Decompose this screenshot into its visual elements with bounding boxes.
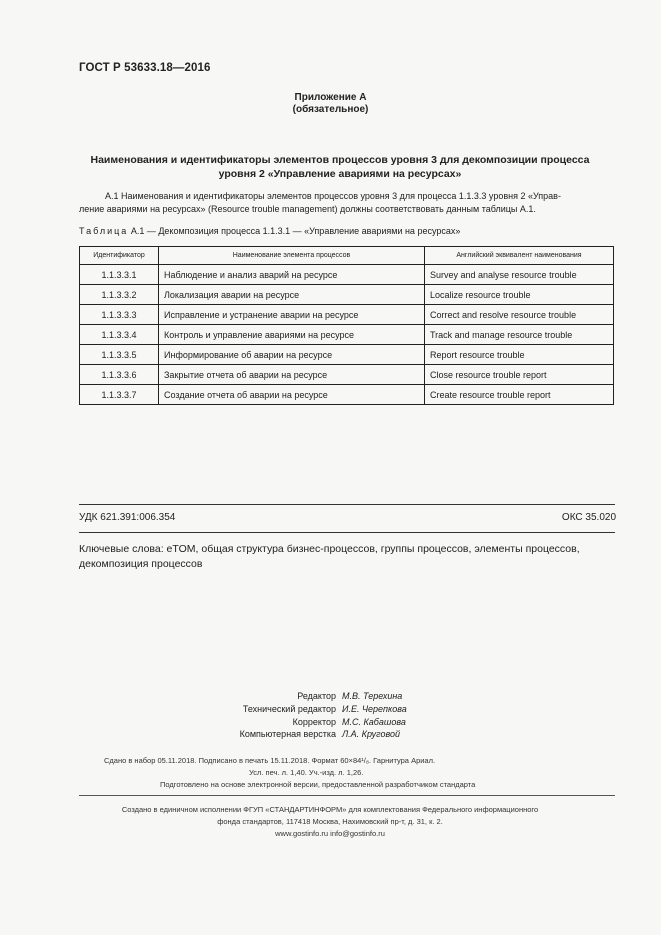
table-row [80, 365, 614, 385]
keywords-divider [79, 532, 615, 533]
credit-name: И.Е. Черепкова [342, 703, 407, 714]
header-identifier: Идентификатор [80, 247, 159, 265]
imprint-print-info: Сдано в набор 05.11.2018. Подписано в печать 15.11.2018. Формат 60×84¹/₈. Гарнитура Ариал. [104, 756, 436, 765]
keywords [79, 542, 614, 572]
row-english-name: Close resource trouble report [425, 365, 614, 385]
credit-layout [200, 728, 480, 741]
publisher-line2: фонда стандартов, 117418 Москва, Нахимовский пр-т, д. 31, к. 2. [217, 817, 443, 826]
intro-paragraph [79, 190, 612, 216]
intro-paragraph-line2: ление авариями на ресурсах» (Resource trouble management) должны соответствовать данным таблицы А.1. [79, 204, 536, 214]
decomposition-table [79, 246, 614, 405]
header-english-equivalent: Английский эквивалент наименования [425, 247, 614, 265]
table-caption-text: А.1 — Декомпозиция процесса 1.1.3.1 — «Управление авариями на ресурсах» [130, 226, 461, 236]
credit-tech-editor [200, 703, 480, 716]
row-element-name: Информирование об аварии на ресурсе [159, 345, 425, 365]
credit-editor [200, 690, 480, 703]
intro-paragraph-line1: А.1 Наименования и идентификаторы элементов процессов уровня 3 для процесса 1.1.3.3 уровня 2 «Управ- [105, 191, 561, 201]
row-english-name: Create resource trouble report [425, 385, 614, 405]
row-element-name: Локализация аварии на ресурсе [159, 285, 425, 305]
footer-divider [79, 504, 615, 505]
row-identifier: 1.1.3.3.2 [80, 285, 159, 305]
imprint-source-note: Подготовлено на основе электронной версии, предоставленной разработчиком стандарта [160, 780, 476, 789]
publisher-line1: Создано в единичном исполнении ФГУП «СТАНДАРТИНФОРМ» для комплектования Федерального информационного [121, 805, 539, 814]
oks-code: ОКС 35.020 [561, 512, 616, 523]
credit-role: Технический редактор [242, 703, 336, 714]
row-identifier: 1.1.3.3.6 [80, 365, 159, 385]
keywords-line2: декомпозиция процессов [79, 558, 203, 570]
row-element-name: Наблюдение и анализ аварий на ресурсе [159, 265, 425, 285]
credit-name: М.В. Терехина [342, 691, 403, 701]
table-row [80, 345, 614, 365]
table-header-row [80, 247, 614, 265]
udk-code: УДК 621.391:006.354 [79, 512, 176, 523]
table-row [80, 305, 614, 325]
row-element-name: Контроль и управление авариями на ресурсе [159, 325, 425, 345]
row-element-name: Создание отчета об аварии на ресурсе [159, 385, 425, 405]
table-row [80, 265, 614, 285]
table-row [80, 385, 614, 405]
row-element-name: Закрытие отчета об аварии на ресурсе [159, 365, 425, 385]
credit-name: Л.А. Круговой [342, 729, 401, 740]
header-element-name: Наименование элемента процессов [159, 247, 425, 265]
appendix-status: (обязательное) [292, 104, 369, 115]
row-identifier: 1.1.3.3.4 [80, 325, 159, 345]
publisher-divider [79, 795, 615, 796]
row-english-name: Track and manage resource trouble [425, 325, 614, 345]
section-title [70, 153, 610, 181]
publisher-links: www.gostinfo.ru info@gostinfo.ru [275, 829, 385, 838]
section-title-line2: уровня 2 «Управление авариями на ресурсах» [218, 168, 462, 180]
appendix-title: Приложение А [294, 92, 367, 103]
table-row [80, 325, 614, 345]
table-caption [79, 226, 460, 236]
credit-role: Редактор [297, 691, 336, 701]
publisher-info [70, 804, 590, 840]
credit-proofreader [200, 716, 480, 729]
table-caption-label: Таблица [79, 226, 129, 236]
row-identifier: 1.1.3.3.7 [80, 385, 159, 405]
credits-block [200, 690, 480, 741]
row-english-name: Report resource trouble [425, 345, 614, 365]
credit-role: Корректор [292, 716, 336, 727]
credit-name: М.С. Кабашова [342, 716, 406, 727]
keywords-line1: Ключевые слова: eTOM, общая структура бизнес-процессов, группы процессов, элементы процессов, [79, 543, 580, 555]
row-identifier: 1.1.3.3.5 [80, 345, 159, 365]
row-identifier: 1.1.3.3.3 [80, 305, 159, 325]
row-identifier: 1.1.3.3.1 [80, 265, 159, 285]
row-english-name: Localize resource trouble [425, 285, 614, 305]
credit-role: Компьютерная верстка [239, 729, 336, 740]
row-english-name: Correct and resolve resource trouble [425, 305, 614, 325]
row-element-name: Исправление и устранение аварии на ресурсе [159, 305, 425, 325]
table-row [80, 285, 614, 305]
row-english-name: Survey and analyse resource trouble [425, 265, 614, 285]
section-title-line1: Наименования и идентификаторы элементов процессов уровня 3 для декомпозиции процесса [90, 154, 590, 166]
imprint-sheets-info: Усл. печ. л. 1,40. Уч.-изд. л. 1,26. [249, 768, 364, 777]
standard-code: ГОСТ Р 53633.18—2016 [79, 62, 211, 74]
